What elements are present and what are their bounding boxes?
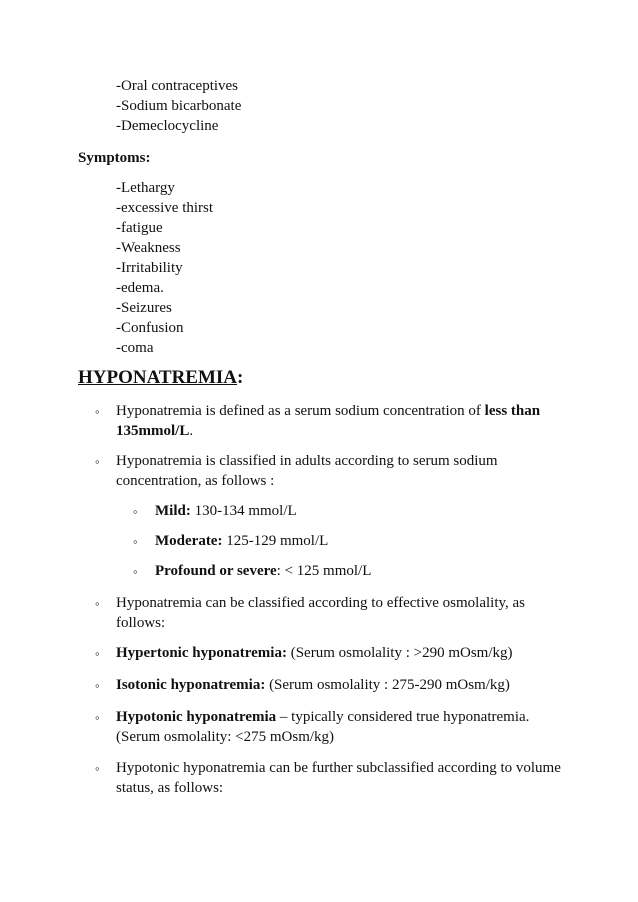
hypotonic-value: – typically considered true hyponatremia. bbox=[276, 709, 530, 725]
hypertonic-line bbox=[116, 643, 513, 663]
bullet-icon: ◦ bbox=[95, 454, 100, 469]
definition-period: . bbox=[189, 423, 194, 439]
bullet-icon: ◦ bbox=[95, 710, 100, 725]
bullet-icon: ◦ bbox=[133, 504, 138, 519]
symptom-item: -Irritability bbox=[116, 260, 183, 276]
symptom-item: -edema. bbox=[116, 280, 164, 296]
definition-threshold: 135mmol/L bbox=[116, 423, 190, 439]
severity-label: Moderate: bbox=[155, 533, 223, 549]
severity-value: : < 125 mmol/L bbox=[276, 563, 372, 579]
severity-label: Profound or severe bbox=[155, 563, 277, 579]
section-title bbox=[78, 366, 243, 390]
cause-item: -Oral contraceptives bbox=[116, 78, 239, 94]
symptom-item: -Weakness bbox=[116, 240, 181, 256]
symptoms-heading: Symptoms: bbox=[78, 150, 151, 166]
severity-value: 130-134 mmol/L bbox=[190, 503, 297, 519]
classified-line-1: Hyponatremia is classified in adults according to serum sodium bbox=[116, 453, 498, 469]
cause-item: -Demeclocycline bbox=[116, 118, 219, 134]
bullet-icon: ◦ bbox=[133, 564, 138, 579]
definition-text: Hyponatremia is defined as a serum sodium concentration of bbox=[116, 403, 485, 419]
severity-profound bbox=[155, 561, 371, 581]
subclass-line-2: status, as follows: bbox=[116, 780, 224, 796]
section-title-text: HYPONATREMIA bbox=[78, 367, 238, 388]
hypertonic-value: (Serum osmolality : >290 mOsm/kg) bbox=[286, 645, 513, 661]
isotonic-label: Isotonic hyponatremia: bbox=[116, 677, 266, 693]
isotonic-line bbox=[116, 675, 510, 695]
definition-line-1 bbox=[116, 401, 540, 421]
hypertonic-label: Hypertonic hyponatremia: bbox=[116, 645, 287, 661]
bullet-icon: ◦ bbox=[95, 404, 100, 419]
symptom-item: -fatigue bbox=[116, 220, 163, 236]
symptom-item: -excessive thirst bbox=[116, 200, 214, 216]
osmolality-line-1: Hyponatremia can be classified according to effective osmolality, as bbox=[116, 595, 526, 611]
hypotonic-line-1 bbox=[116, 707, 529, 727]
section-title-colon: : bbox=[237, 367, 244, 388]
definition-line-2 bbox=[116, 421, 193, 441]
severity-moderate bbox=[155, 531, 328, 551]
symptom-item: -Confusion bbox=[116, 320, 184, 336]
bullet-icon: ◦ bbox=[95, 678, 100, 693]
symptom-item: -Lethargy bbox=[116, 180, 175, 196]
symptom-item: -Seizures bbox=[116, 300, 172, 316]
bullet-icon: ◦ bbox=[95, 646, 100, 661]
definition-emphasis: less than bbox=[484, 403, 541, 419]
bullet-icon: ◦ bbox=[133, 534, 138, 549]
subclass-line-1: Hypotonic hyponatremia can be further subclassified according to volume bbox=[116, 760, 561, 776]
classified-line-2: concentration, as follows : bbox=[116, 473, 275, 489]
cause-item: -Sodium bicarbonate bbox=[116, 98, 242, 114]
osmolality-line-2: follows: bbox=[116, 615, 166, 631]
bullet-icon: ◦ bbox=[95, 761, 100, 776]
severity-value: 125-129 mmol/L bbox=[222, 533, 329, 549]
isotonic-value: (Serum osmolality : 275-290 mOsm/kg) bbox=[265, 677, 510, 693]
bullet-icon: ◦ bbox=[95, 596, 100, 611]
severity-label: Mild: bbox=[155, 503, 191, 519]
severity-mild bbox=[155, 501, 297, 521]
hypotonic-line-2: (Serum osmolality: <275 mOsm/kg) bbox=[116, 729, 335, 745]
hypotonic-label: Hypotonic hyponatremia bbox=[116, 709, 277, 725]
symptom-item: -coma bbox=[116, 340, 154, 356]
